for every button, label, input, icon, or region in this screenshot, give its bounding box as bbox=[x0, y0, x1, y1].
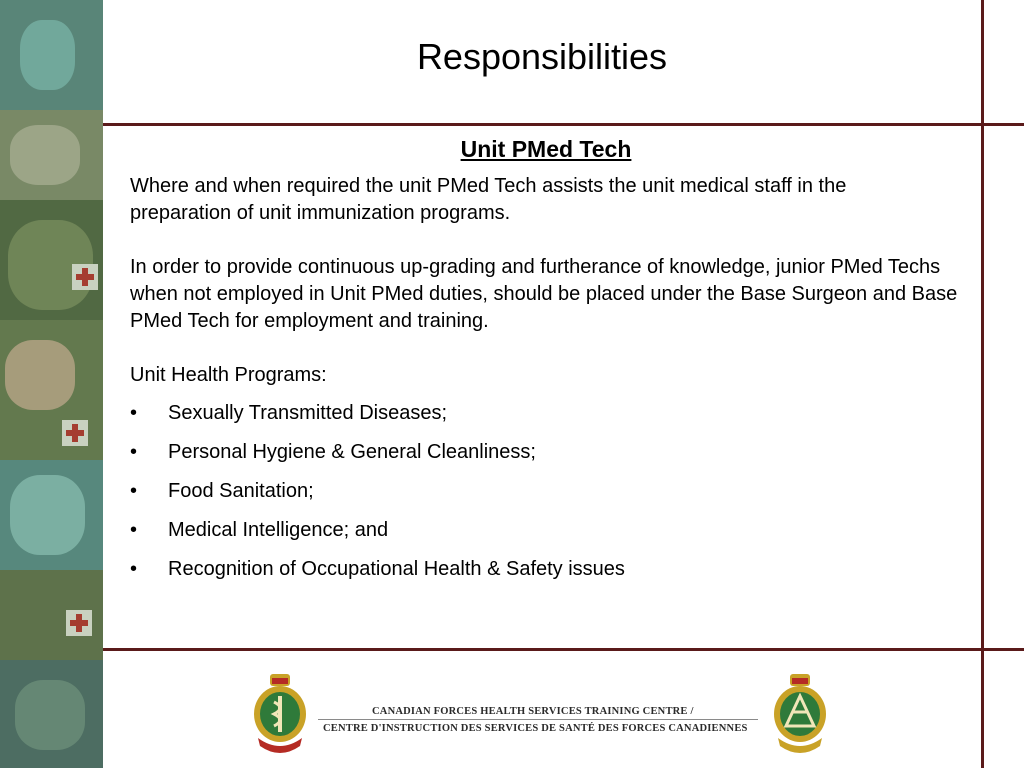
slide-title: Responsibilities bbox=[416, 36, 668, 77]
photo-tile bbox=[0, 0, 103, 110]
footer-divider bbox=[318, 719, 758, 720]
bullet-icon: • bbox=[130, 480, 138, 502]
footer-line-english: CANADIAN FORCES HEALTH SERVICES TRAINING CENTRE / bbox=[372, 706, 694, 717]
bullet-icon: • bbox=[130, 441, 138, 463]
footer-rule-top bbox=[103, 648, 1024, 651]
photo-tile bbox=[0, 460, 103, 570]
vertical-rule bbox=[981, 0, 984, 768]
bullet-icon: • bbox=[130, 519, 138, 541]
section-subheading: Unit PMed Tech bbox=[460, 136, 632, 162]
paragraph-training: In order to provide continuous up-grading and furtherance of knowledge, junior PMed Techs when not employed in Unit PMed duties, should be placed under the Base Surgeon and Base PMed Tech for employment and training. bbox=[130, 256, 958, 332]
paragraph-immunization: Where and when required the unit PMed Tech assists the unit medical staff in the preparation of unit immunization programs. bbox=[130, 175, 847, 224]
header-rule bbox=[103, 123, 1024, 126]
medical-crest-icon bbox=[248, 672, 312, 758]
photo-tile bbox=[0, 320, 103, 460]
list-item: • Recognition of Occupational Health & Safety issues bbox=[130, 556, 970, 595]
list-item: • Sexually Transmitted Diseases; bbox=[130, 400, 970, 439]
list-item: • Personal Hygiene & General Cleanliness; bbox=[130, 439, 970, 478]
slide-content bbox=[130, 136, 970, 595]
photo-tile bbox=[0, 660, 103, 768]
list-heading: Unit Health Programs: bbox=[130, 364, 327, 386]
list-item: • Medical Intelligence; and bbox=[130, 517, 970, 556]
photo-tile bbox=[0, 570, 103, 660]
photo-tile bbox=[0, 200, 103, 320]
training-centre-crest-icon bbox=[768, 672, 832, 758]
bullet-icon: • bbox=[130, 402, 138, 424]
health-programs-list bbox=[130, 400, 970, 595]
bullet-icon: • bbox=[130, 558, 138, 580]
list-item: • Food Sanitation; bbox=[130, 478, 970, 517]
photo-collage bbox=[0, 0, 103, 768]
footer-line-french: CENTRE D'INSTRUCTION DES SERVICES DE SANTÉ DES FORCES CANADIENNES bbox=[323, 723, 748, 734]
photo-tile bbox=[0, 110, 103, 200]
